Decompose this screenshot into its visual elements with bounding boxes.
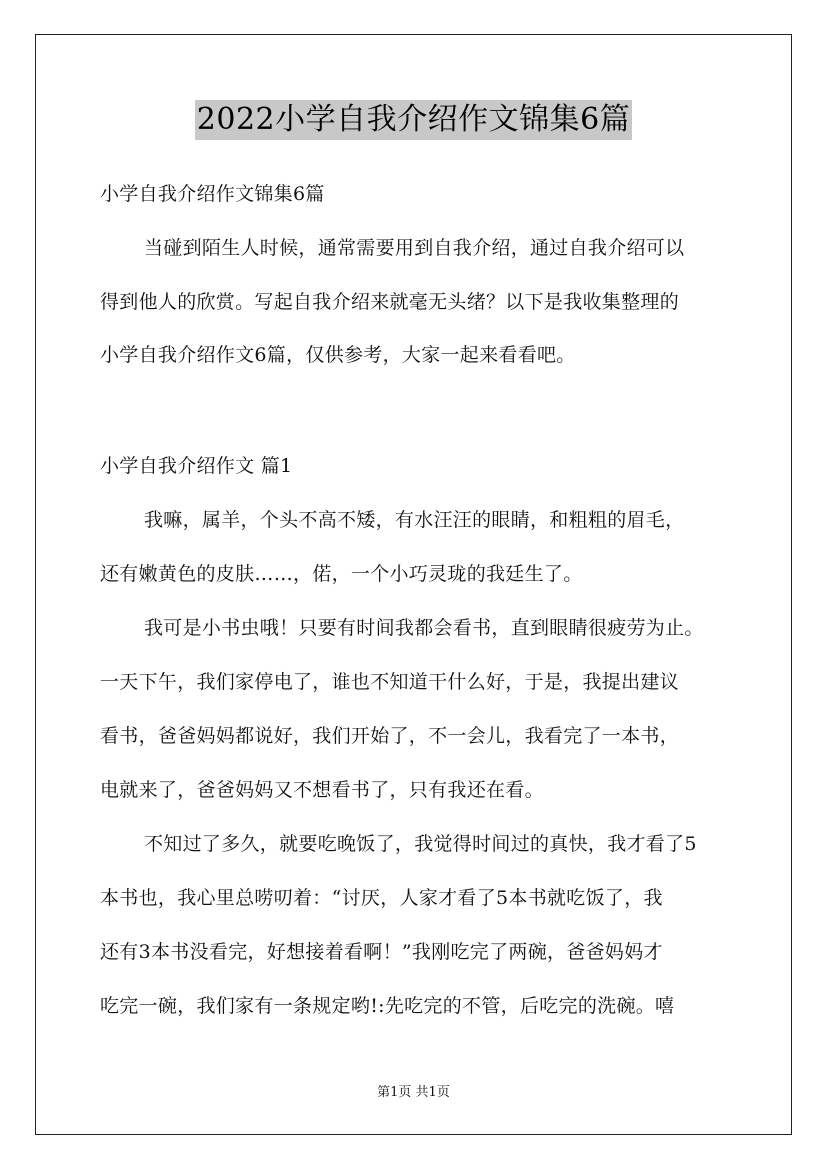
paragraph-line: 看书，爸爸妈妈都说好，我们开始了，不一会儿，我看完了一本书，	[100, 725, 680, 747]
paragraph-line: 还有3本书没看完，好想接着看啊！”我刚吃完了两碗，爸爸妈妈才	[100, 941, 663, 963]
paragraph-line: 本书也，我心里总唠叨着：“讨厌，人家才看了5本书就吃饭了，我	[100, 887, 663, 909]
paragraph-line: 得到他人的欣赏。写起自我介绍来就毫无头绪？以下是我收集整理的	[100, 291, 680, 313]
paragraph-line: 吃完一碗，我们家有一条规定哟!:先吃完的不管，后吃完的洗碗。嘻	[100, 995, 675, 1017]
subtitle-line: 小学自我介绍作文锦集6篇	[100, 183, 325, 205]
document-title: 2022小学自我介绍作文锦集6篇	[195, 100, 632, 140]
paragraph-line: 我可是小书虫哦！只要有时间我都会看书，直到眼睛很疲劳为止。	[144, 617, 704, 639]
title-container	[0, 100, 827, 140]
paragraph-line: 小学自我介绍作文6篇，仅供参考，大家一起来看看吧。	[100, 344, 576, 366]
paragraph-line: 还有嫩黄色的皮肤……，偌，一个小巧灵珑的我廷生了。	[100, 563, 583, 585]
section-heading: 小学自我介绍作文 篇1	[100, 455, 293, 477]
paragraph-line: 电就来了，爸爸妈妈又不想看书了，只有我还在看。	[100, 779, 544, 801]
paragraph-line: 我嘛，属羊，个头不高不矮，有水汪汪的眼睛，和粗粗的眉毛，	[144, 509, 685, 531]
paragraph-line: 不知过了多久，就要吃晚饭了，我觉得时间过的真快，我才看了5	[144, 833, 697, 855]
paragraph-line: 一天下午，我们家停电了，谁也不知道干什么好，于是，我提出建议	[100, 671, 680, 693]
paragraph-line: 当碰到陌生人时候，通常需要用到自我介绍，通过自我介绍可以	[144, 237, 685, 259]
page-footer: 第1页 共1页	[377, 1085, 450, 1100]
